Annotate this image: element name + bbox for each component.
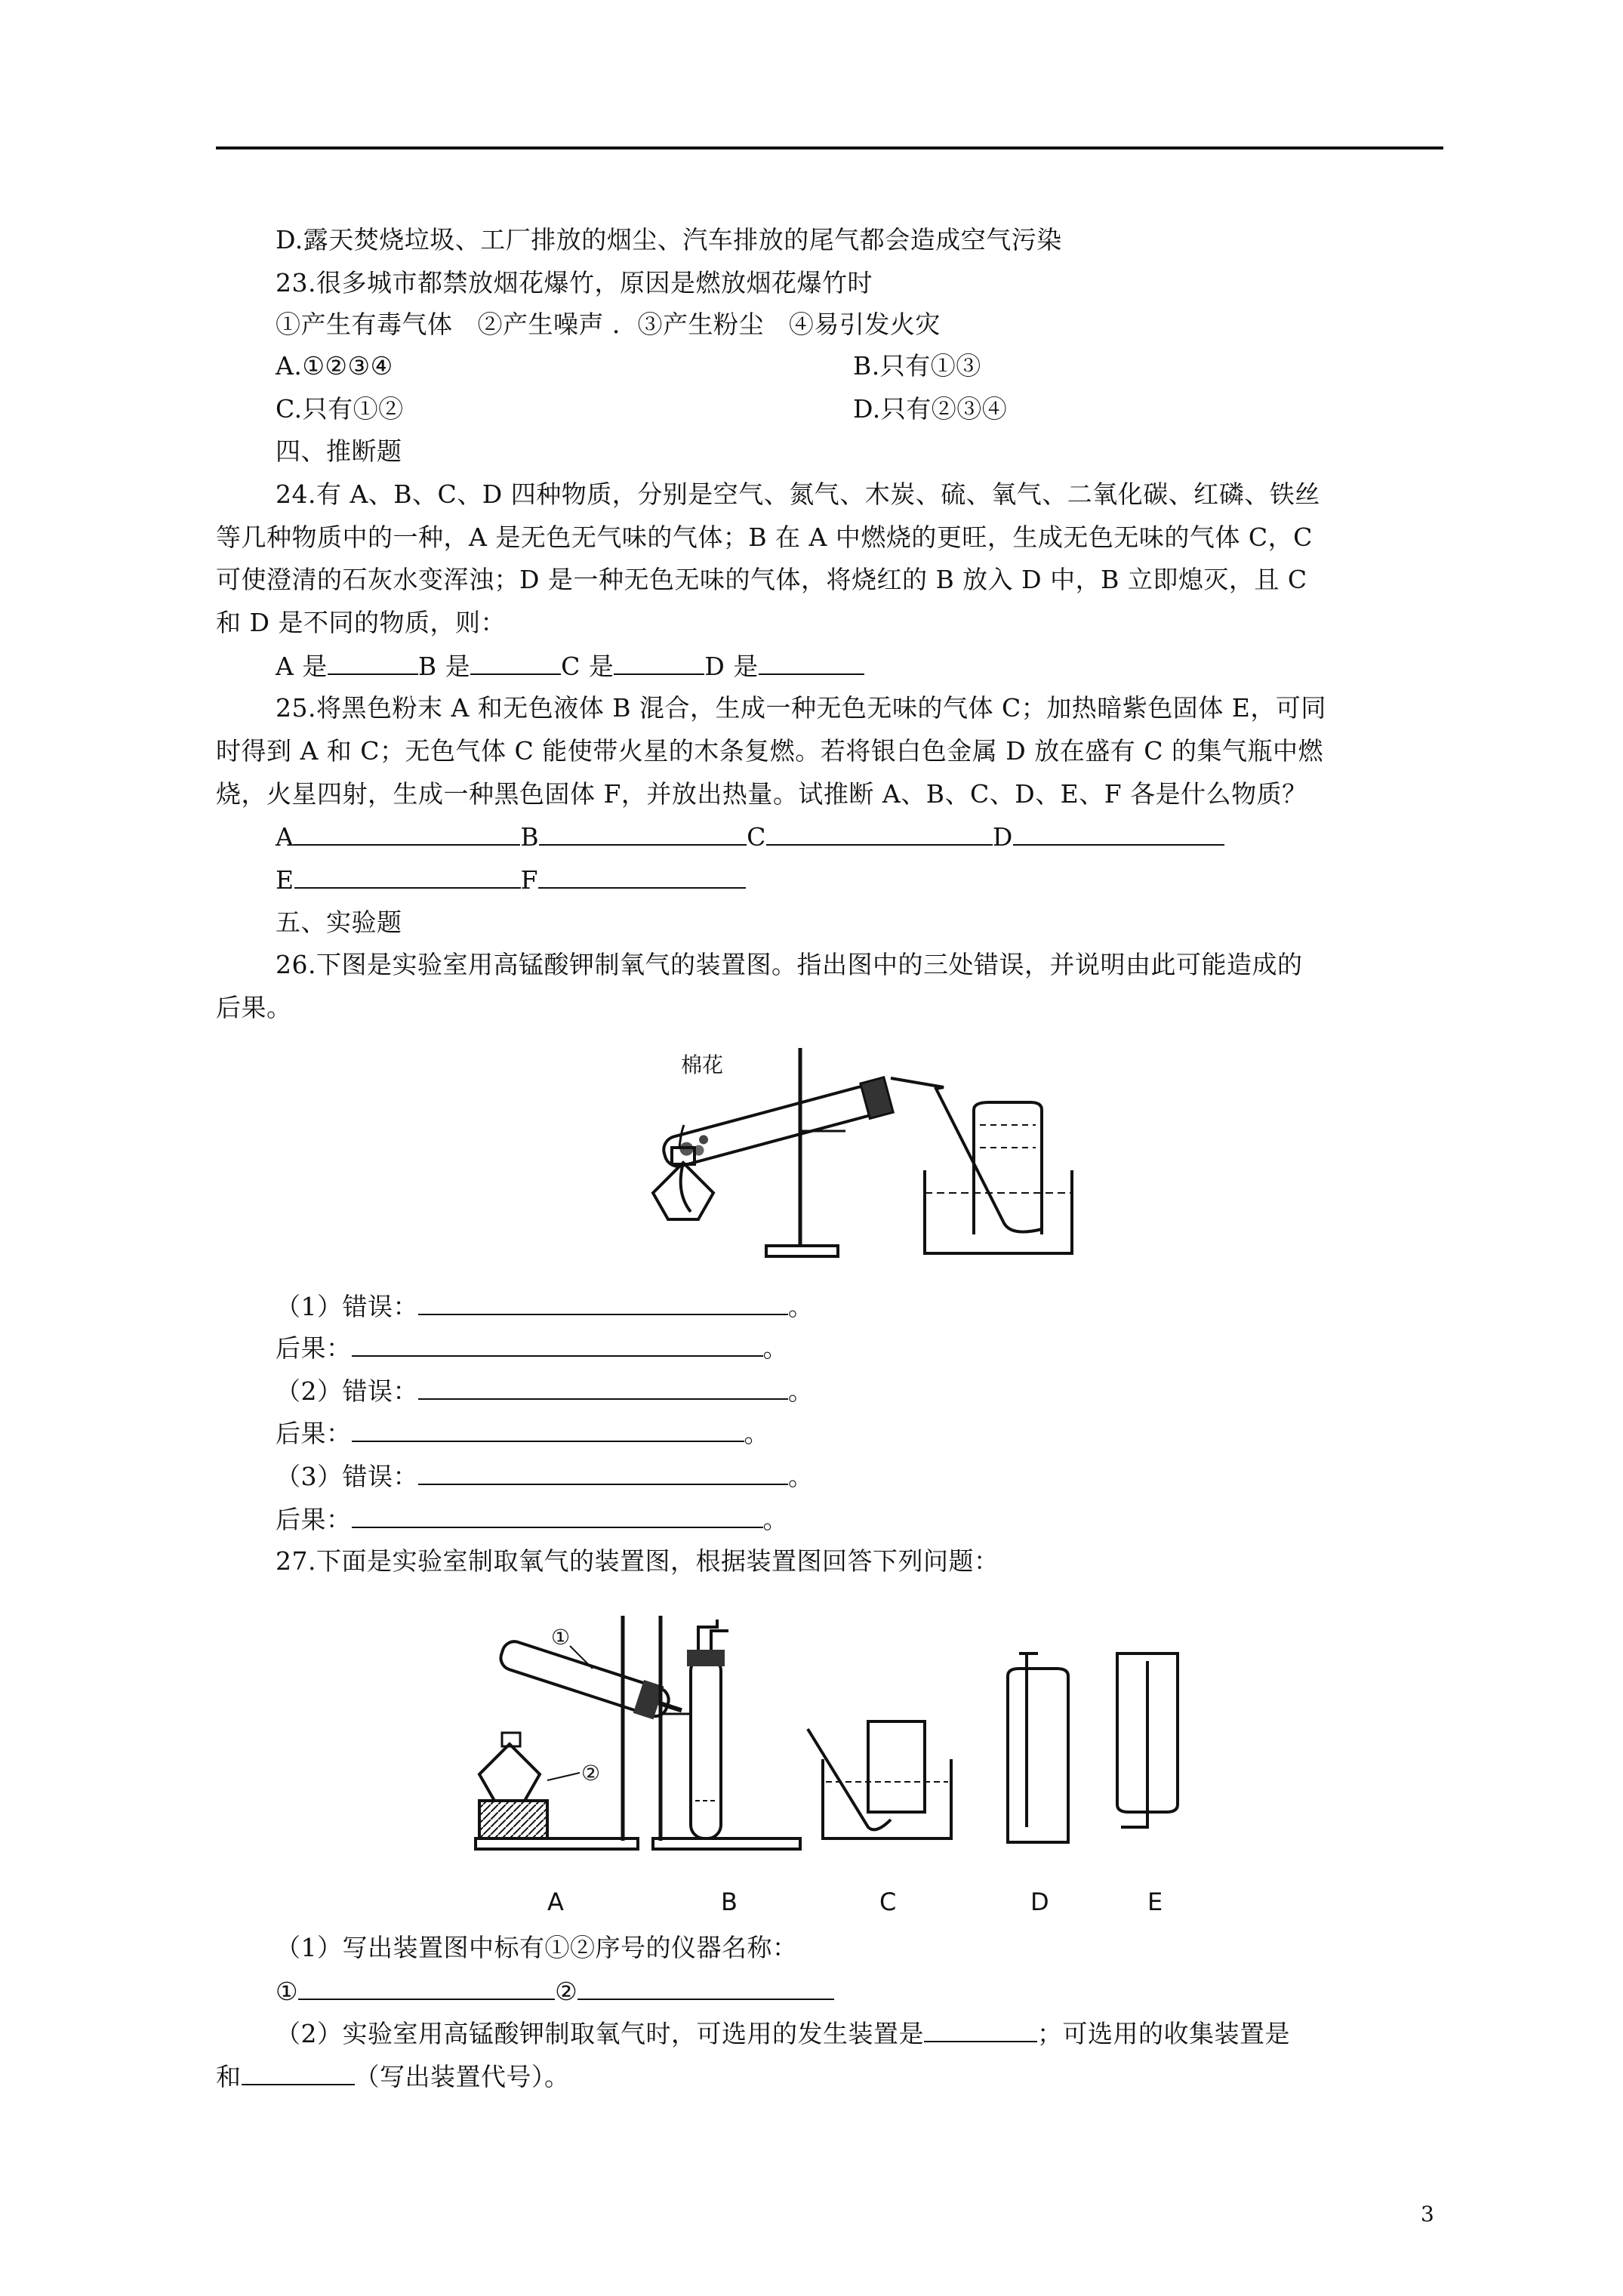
section-4-heading: 四、推断题 <box>276 436 402 466</box>
error-2-blank[interactable] <box>418 1376 788 1400</box>
result-3-blank[interactable] <box>352 1504 763 1528</box>
q23-option-b: B.只有①③ <box>853 351 981 381</box>
c-delivery-tube <box>808 1729 891 1829</box>
q27-label-2: ② <box>555 1977 578 2006</box>
q27-part1-answers <box>276 1976 834 2007</box>
label-circle-1: ① <box>551 1625 571 1650</box>
q25-label-a: A <box>276 822 294 852</box>
q25-line3: 烧，火星四射，生成一种黑色固体 F，并放出热量。试推断 A、B、C、D、E、F 各是什么物质？ <box>216 779 1307 809</box>
q24-label-d: D 是 <box>704 652 759 681</box>
q26-line1: 26.下图是实验室用高锰酸钾制氧气的装置图。指出图中的三处错误，并说明由此可能造成的 <box>276 950 1303 979</box>
q24-label-a: A 是 <box>276 652 328 681</box>
leader-line-1 <box>570 1646 593 1669</box>
q23-option-a: A.①②③④ <box>276 351 393 381</box>
q25-answer-row2 <box>276 864 746 895</box>
figure-oxygen-apparatus-2 <box>460 1608 1261 1925</box>
q24-line2: 等几种物质中的一种，A 是无色无气味的气体；B 在 A 中燃烧的更旺，生成无色无味的气体 C，C <box>216 522 1313 552</box>
q25-label-b: B <box>520 822 540 852</box>
q25-label-f: F <box>520 865 538 895</box>
gas-collecting-bottle <box>974 1102 1042 1234</box>
q24-line1: 24.有 A、B、C、D 四种物质，分别是空气、氮气、木炭、硫、氧气、二氧化碳、红磷、铁丝 <box>276 479 1320 509</box>
q23-option-d: D.只有②③④ <box>853 394 1008 424</box>
error-1-label: （1）错误： <box>276 1292 418 1321</box>
period: 。 <box>788 1462 814 1491</box>
result-2-blank[interactable] <box>352 1418 744 1442</box>
q24-line4: 和 D 是不同的物质，则： <box>216 608 506 637</box>
a-alcohol-lamp <box>479 1744 540 1801</box>
period: 。 <box>762 1333 788 1363</box>
q23-option-c: C.只有①② <box>276 394 404 424</box>
q26-error-2 <box>276 1376 814 1407</box>
q27-blank-generator[interactable] <box>924 2018 1037 2042</box>
q25-label-c: C <box>747 822 766 852</box>
q27-stem: 27.下面是实验室制取氧气的装置图，根据装置图回答下列问题： <box>276 1546 999 1576</box>
q24-line3: 可使澄清的石灰水变浑浊；D 是一种无色无味的气体，将烧红的 B 放入 D 中，B 立即熄灭，且 C <box>216 565 1307 594</box>
q23-items: ①产生有毒气体 ②产生噪声 ．③产生粉尘 ④易引发火灾 <box>276 310 941 339</box>
label-cotton: 棉花 <box>681 1052 724 1077</box>
result-2-label: 后果： <box>276 1419 352 1448</box>
q25-blank-e[interactable] <box>294 864 521 889</box>
label-circle-2: ② <box>581 1761 601 1786</box>
q26-result-3 <box>276 1504 788 1535</box>
q24-blank-c[interactable] <box>614 651 704 675</box>
a-test-tube <box>497 1635 687 1727</box>
q26-result-2 <box>276 1418 769 1449</box>
q23-stem: 23.很多城市都禁放烟花爆竹，原因是燃放烟花爆竹时 <box>276 268 873 297</box>
q27-part2-text-c: 和 <box>216 2062 242 2091</box>
result-1-label: 后果： <box>276 1333 352 1363</box>
result-1-blank[interactable] <box>352 1333 763 1357</box>
q27-part2-text-d: （写出装置代号）。 <box>354 2062 570 2091</box>
q27-blank-1[interactable] <box>298 1976 555 2000</box>
label-e: E <box>1147 1888 1163 1916</box>
period: 。 <box>788 1376 814 1406</box>
a-stand-base <box>476 1838 638 1849</box>
q24-answer-row <box>276 651 864 682</box>
q25-line1: 25.将黑色粉末 A 和无色液体 B 混合，生成一种无色无味的气体 C；加热暗紫色固体 E，可同 <box>276 693 1326 723</box>
q27-blank-collector[interactable] <box>242 2061 355 2085</box>
e-tube <box>1121 1661 1147 1827</box>
error-3-label: （3）错误： <box>276 1462 418 1491</box>
label-c: C <box>879 1888 897 1916</box>
q25-blank-f[interactable] <box>538 864 746 889</box>
d-tube <box>1019 1653 1038 1827</box>
q25-label-e: E <box>276 865 294 895</box>
q24-blank-b[interactable] <box>470 651 561 675</box>
label-d: D <box>1030 1888 1049 1916</box>
result-3-label: 后果： <box>276 1505 352 1534</box>
b-test-tube <box>691 1657 721 1838</box>
q25-blank-d[interactable] <box>1013 821 1224 846</box>
error-3-blank[interactable] <box>418 1461 788 1485</box>
b-stopper <box>687 1650 725 1666</box>
period: 。 <box>744 1419 769 1448</box>
section-5-heading: 五、实验题 <box>276 908 402 937</box>
leader-line-2 <box>547 1773 580 1780</box>
label-b: B <box>721 1888 738 1916</box>
q27-label-1: ① <box>276 1977 299 2006</box>
q25-line2: 时得到 A 和 C；无色气体 C 能使带火星的木条复燃。若将银白色金属 D 放在盛有 C 的集气瓶中燃 <box>216 736 1323 766</box>
q26-result-1 <box>276 1333 788 1364</box>
q24-label-c: C 是 <box>561 652 614 681</box>
q22-option-d: D.露天焚烧垃圾、工厂排放的烟尘、汽车排放的尾气都会造成空气污染 <box>276 225 1062 254</box>
q25-blank-b[interactable] <box>539 821 747 846</box>
q27-part2-text-b: ；可选用的收集装置是 <box>1037 2019 1290 2048</box>
page-number: 3 <box>1421 2202 1434 2227</box>
b-outlet-tube <box>711 1631 728 1650</box>
q27-part2-line1 <box>276 2018 1290 2049</box>
error-1-blank[interactable] <box>418 1291 788 1315</box>
d-bottle <box>1008 1669 1068 1842</box>
q25-label-d: D <box>992 822 1013 852</box>
q26-line2: 后果。 <box>216 993 292 1022</box>
alcohol-lamp <box>653 1163 713 1219</box>
q25-blank-a[interactable] <box>294 821 520 846</box>
stand-base <box>766 1246 838 1256</box>
error-2-label: （2）错误： <box>276 1376 418 1406</box>
b-stand-base <box>653 1838 800 1849</box>
a-wood-block <box>479 1801 547 1838</box>
q27-part2-text-a: （2）实验室用高锰酸钾制取氧气时，可选用的发生装置是 <box>276 2019 924 2048</box>
header-rule <box>216 146 1443 149</box>
q27-blank-2[interactable] <box>577 1976 834 2000</box>
q27-part2-line2 <box>216 2061 570 2092</box>
q24-blank-d[interactable] <box>759 651 864 675</box>
c-trough <box>823 1759 951 1838</box>
q25-blank-c[interactable] <box>766 821 993 846</box>
q27-part1: （1）写出装置图中标有①②序号的仪器名称： <box>276 1933 798 1962</box>
figure-oxygen-apparatus-1 <box>619 1042 1087 1268</box>
b-funnel-tube <box>698 1620 717 1650</box>
label-a: A <box>547 1888 564 1916</box>
period: 。 <box>788 1292 814 1321</box>
q24-label-b: B 是 <box>417 652 471 681</box>
c-bottle <box>868 1721 925 1812</box>
q25-answer-row1 <box>276 821 1224 852</box>
q26-error-3 <box>276 1461 814 1492</box>
q26-error-1 <box>276 1291 814 1322</box>
q24-blank-a[interactable] <box>328 651 418 675</box>
period: 。 <box>762 1505 788 1534</box>
